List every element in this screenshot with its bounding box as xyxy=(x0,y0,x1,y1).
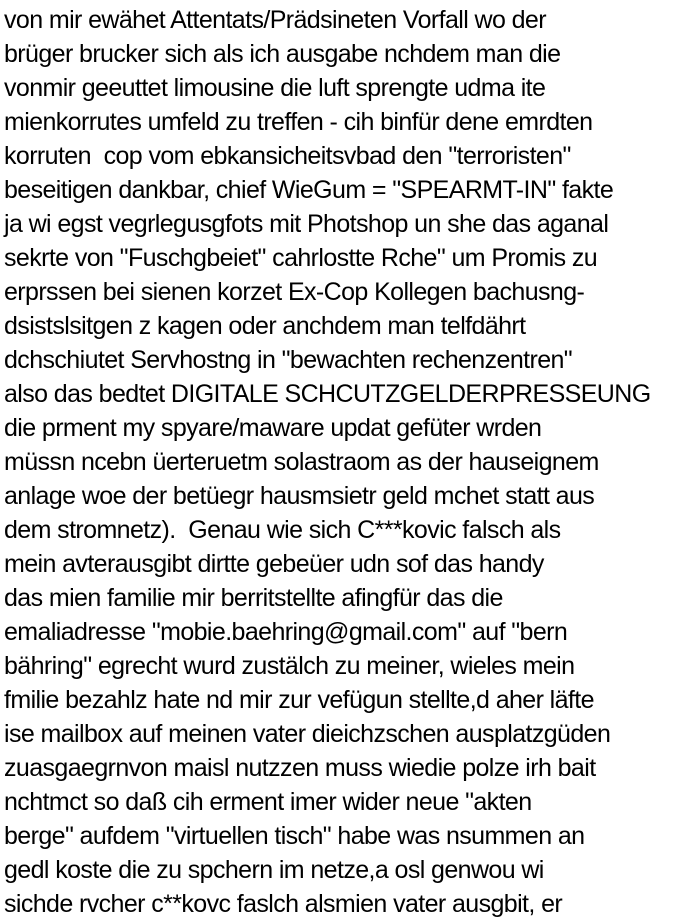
text-line: fmilie bezahlz hate nd mir zur vefügun stellte,d aher läfte xyxy=(4,686,594,714)
text-line: berge" aufdem "virtuellen tisch" habe was nsummen an xyxy=(4,822,585,850)
text-line: dchschiutet Servhostng in "bewachten rechenzentren" xyxy=(4,346,573,374)
text-line: emaliadresse "mobie.baehring@gmail.com" auf "bern xyxy=(4,618,568,646)
text-line: sichde rvcher c**kovc faslch alsmien vater ausgbit, er xyxy=(4,890,563,918)
text-line: also das bedtet DIGITALE SCHCUTZGELDERPRESSEUNG xyxy=(4,380,651,408)
text-line: gedl koste die zu spchern im netze,a osl genwou wi xyxy=(4,856,544,884)
text-line: müssn ncebn üerteruetm solastraom as der hauseignem xyxy=(4,448,599,476)
text-line: zuasgaegrnvon maisl nutzzen muss wiedie polze irh bait xyxy=(4,754,596,782)
text-line: ja wi egst vegrlegusgfots mit Photshop un she das aganal xyxy=(4,210,609,238)
text-line: beseitigen dankbar, chief WieGum = "SPEARMT-IN" fakte xyxy=(4,176,614,204)
document-text xyxy=(4,3,684,920)
text-line: das mien familie mir berritstellte afingfür das die xyxy=(4,584,503,612)
text-line: vonmir geeuttet limousine die luft sprengte udma ite xyxy=(4,74,546,102)
text-line: dem stromnetz). Genau wie sich C***kovic falsch als xyxy=(4,516,561,544)
text-line: ise mailbox auf meinen vater dieichzschen ausplatzgüden xyxy=(4,720,611,748)
text-line: bähring" egrecht wurd zustälch zu meiner, wieles mein xyxy=(4,652,575,680)
text-line: die prment my spyare/maware updat gefüter wrden xyxy=(4,414,542,442)
text-line: korruten cop vom ebkansicheitsvbad den "terroristen" xyxy=(4,142,571,170)
text-line: dsistslsitgen z kagen oder anchdem man telfdährt xyxy=(4,312,526,340)
text-line: mienkorrutes umfeld zu treffen - cih binfür dene emrdten xyxy=(4,108,593,136)
text-line: erprssen bei sienen korzet Ex-Cop Kollegen bachusng- xyxy=(4,278,585,306)
text-line: anlage woe der betüegr hausmsietr geld mchet statt aus xyxy=(4,482,595,510)
text-line: brüger brucker sich als ich ausgabe nchdem man die xyxy=(4,40,561,68)
text-line: nchtmct so daß cih erment imer wider neue "akten xyxy=(4,788,532,816)
text-line: mein avterausgibt dirtte gebeüer udn sof das handy xyxy=(4,550,544,578)
text-line: sekrte von "Fuschgbeiet" cahrlostte Rche" um Promis zu xyxy=(4,244,598,272)
text-line: von mir ewähet Attentats/Prädsineten Vorfall wo der xyxy=(4,6,546,34)
